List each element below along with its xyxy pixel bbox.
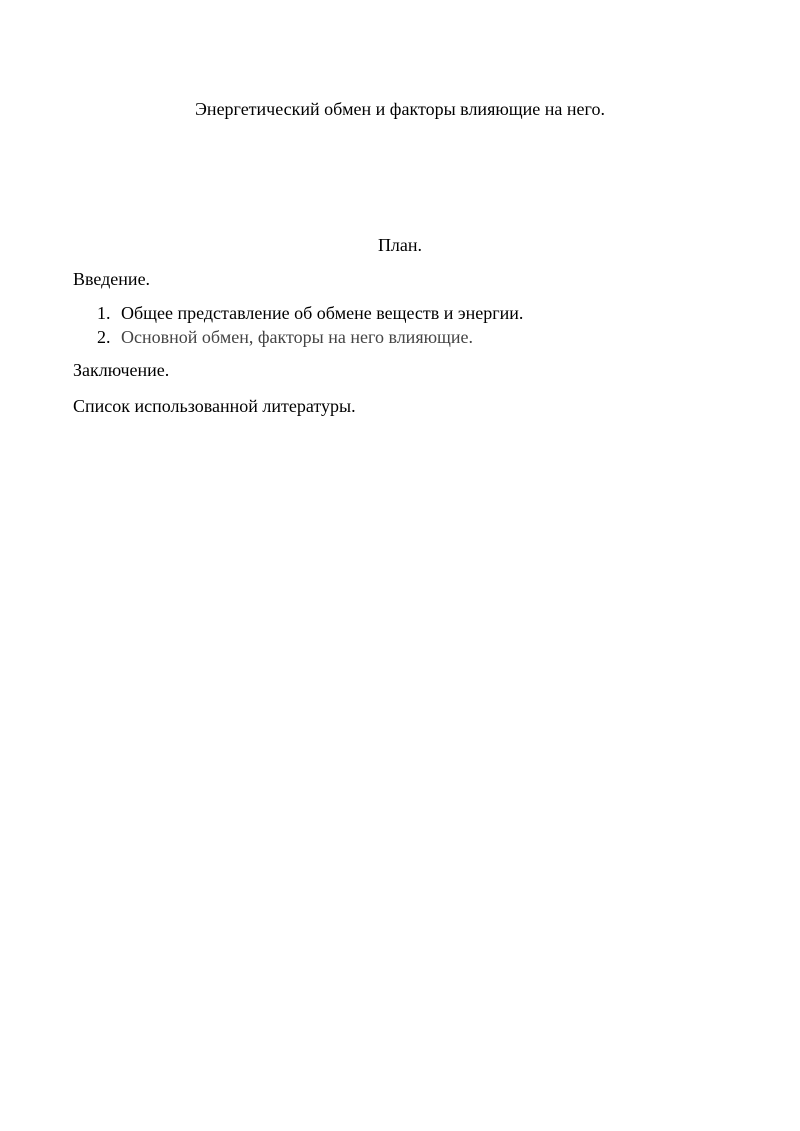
references-heading: Список использованной литературы.: [73, 396, 356, 416]
plan-heading: План.: [377, 235, 423, 255]
list-item-text: Общее представление об обмене веществ и энергии.: [121, 303, 524, 323]
list-item-number: 2.: [97, 327, 111, 347]
plan-list: [73, 301, 523, 349]
list-item-text: Основной обмен, факторы на него влияющие.: [121, 327, 474, 347]
list-item: [73, 325, 523, 349]
list-item: [73, 301, 523, 325]
document-title: Энергетический обмен и факторы влияющие на него.: [195, 99, 605, 119]
conclusion-heading: Заключение.: [73, 360, 170, 380]
list-item-number: 1.: [97, 303, 111, 323]
introduction-heading: Введение.: [73, 269, 151, 289]
